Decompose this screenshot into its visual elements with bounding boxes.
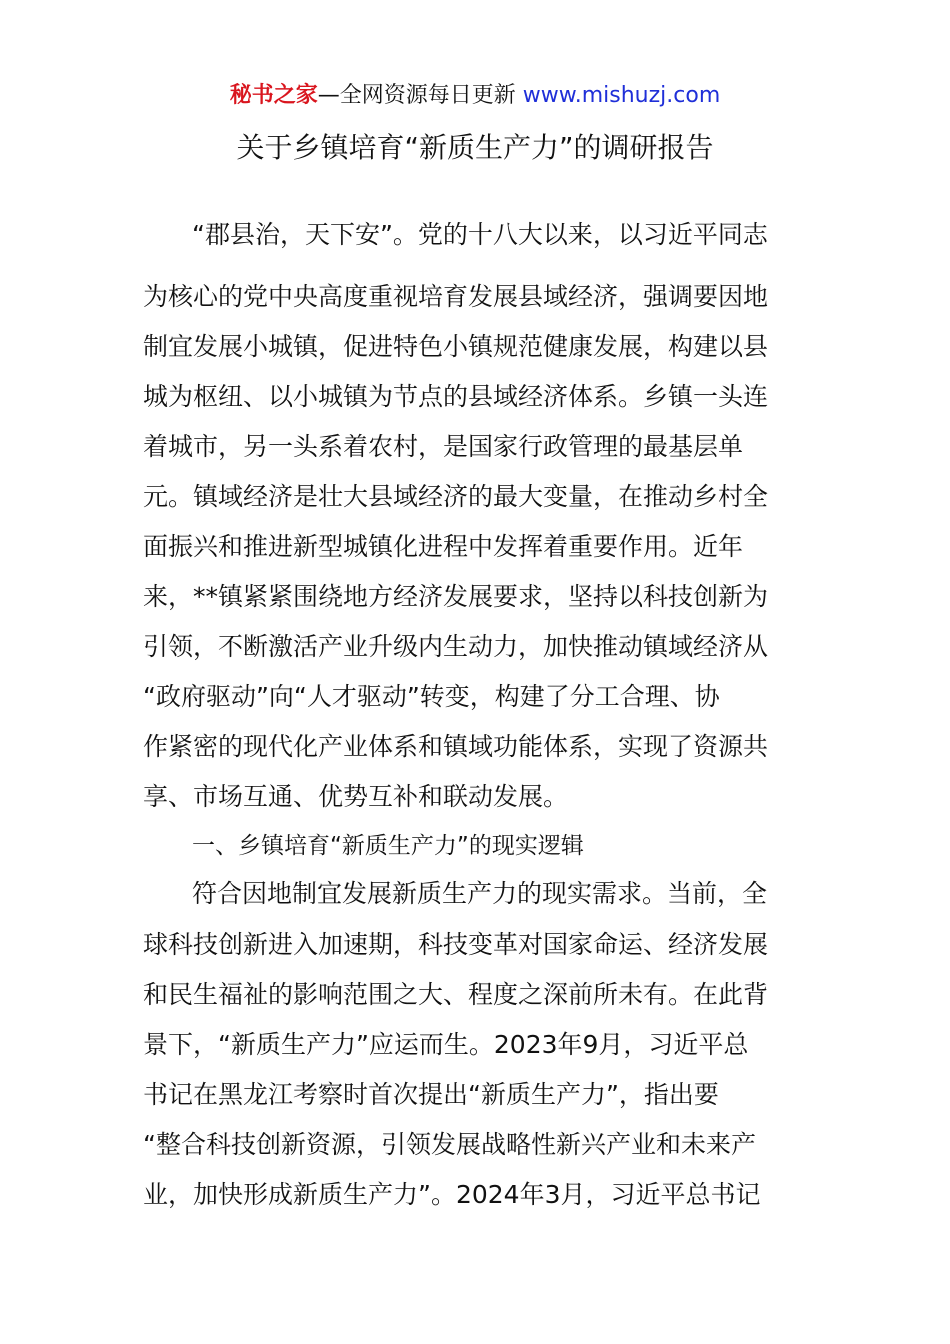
body-line: 着城市，另一头系着农村，是国家行政管理的最基层单 — [143, 432, 744, 461]
site-url[interactable]: www.mishuzj.com — [522, 83, 721, 108]
body-line: 作紧密的现代化产业体系和镇域功能体系，实现了资源共 — [143, 732, 769, 761]
site-brand: 秘书之家 — [229, 83, 318, 108]
section-heading: 一、乡镇培育“新质生产力”的现实逻辑 — [192, 833, 584, 859]
body-line: 面振兴和推进新型城镇化进程中发挥着重要作用。近年 — [143, 532, 744, 561]
body-line: “政府驱动”向“人才驱动”转变，构建了分工合理、协 — [143, 682, 720, 711]
body-line: 业，加快形成新质生产力”。2024年3月，习近平总书记 — [143, 1180, 761, 1209]
body-line: 符合因地制宜发展新质生产力的现实需求。当前，全 — [192, 879, 768, 908]
body-line: 制宜发展小城镇，促进特色小镇规范健康发展，构建以县 — [143, 332, 769, 361]
body-line: 城为枢纽、以小城镇为节点的县域经济体系。乡镇一头连 — [143, 382, 769, 411]
body-line: 和民生福祉的影响范围之大、程度之深前所未有。在此背 — [143, 980, 769, 1009]
body-line: “郡县治，天下安”。党的十八大以来，以习近平同志 — [192, 220, 768, 249]
site-header — [0, 80, 950, 112]
site-tagline: —全网资源每日更新 — [317, 83, 516, 108]
body-line: 书记在黑龙江考察时首次提出“新质生产力”，指出要 — [143, 1080, 719, 1109]
body-line: 为核心的党中央高度重视培育发展县域经济，强调要因地 — [143, 282, 769, 311]
document-title: 关于乡镇培育“新质生产力”的调研报告 — [236, 131, 714, 164]
body-line: “整合科技创新资源，引领发展战略性新兴产业和未来产 — [143, 1130, 756, 1159]
body-line: 球科技创新进入加速期，科技变革对国家命运、经济发展 — [143, 930, 769, 959]
body-line: 引领，不断激活产业升级内生动力，加快推动镇域经济从 — [143, 632, 769, 661]
body-line: 享、市场互通、优势互补和联动发展。 — [143, 782, 569, 811]
body-line: 来，**镇紧紧围绕地方经济发展要求，坚持以科技创新为 — [143, 582, 769, 611]
body-line: 景下，“新质生产力”应运而生。2023年9月，习近平总 — [143, 1030, 749, 1059]
body-line: 元。镇域经济是壮大县域经济的最大变量，在推动乡村全 — [143, 482, 769, 511]
